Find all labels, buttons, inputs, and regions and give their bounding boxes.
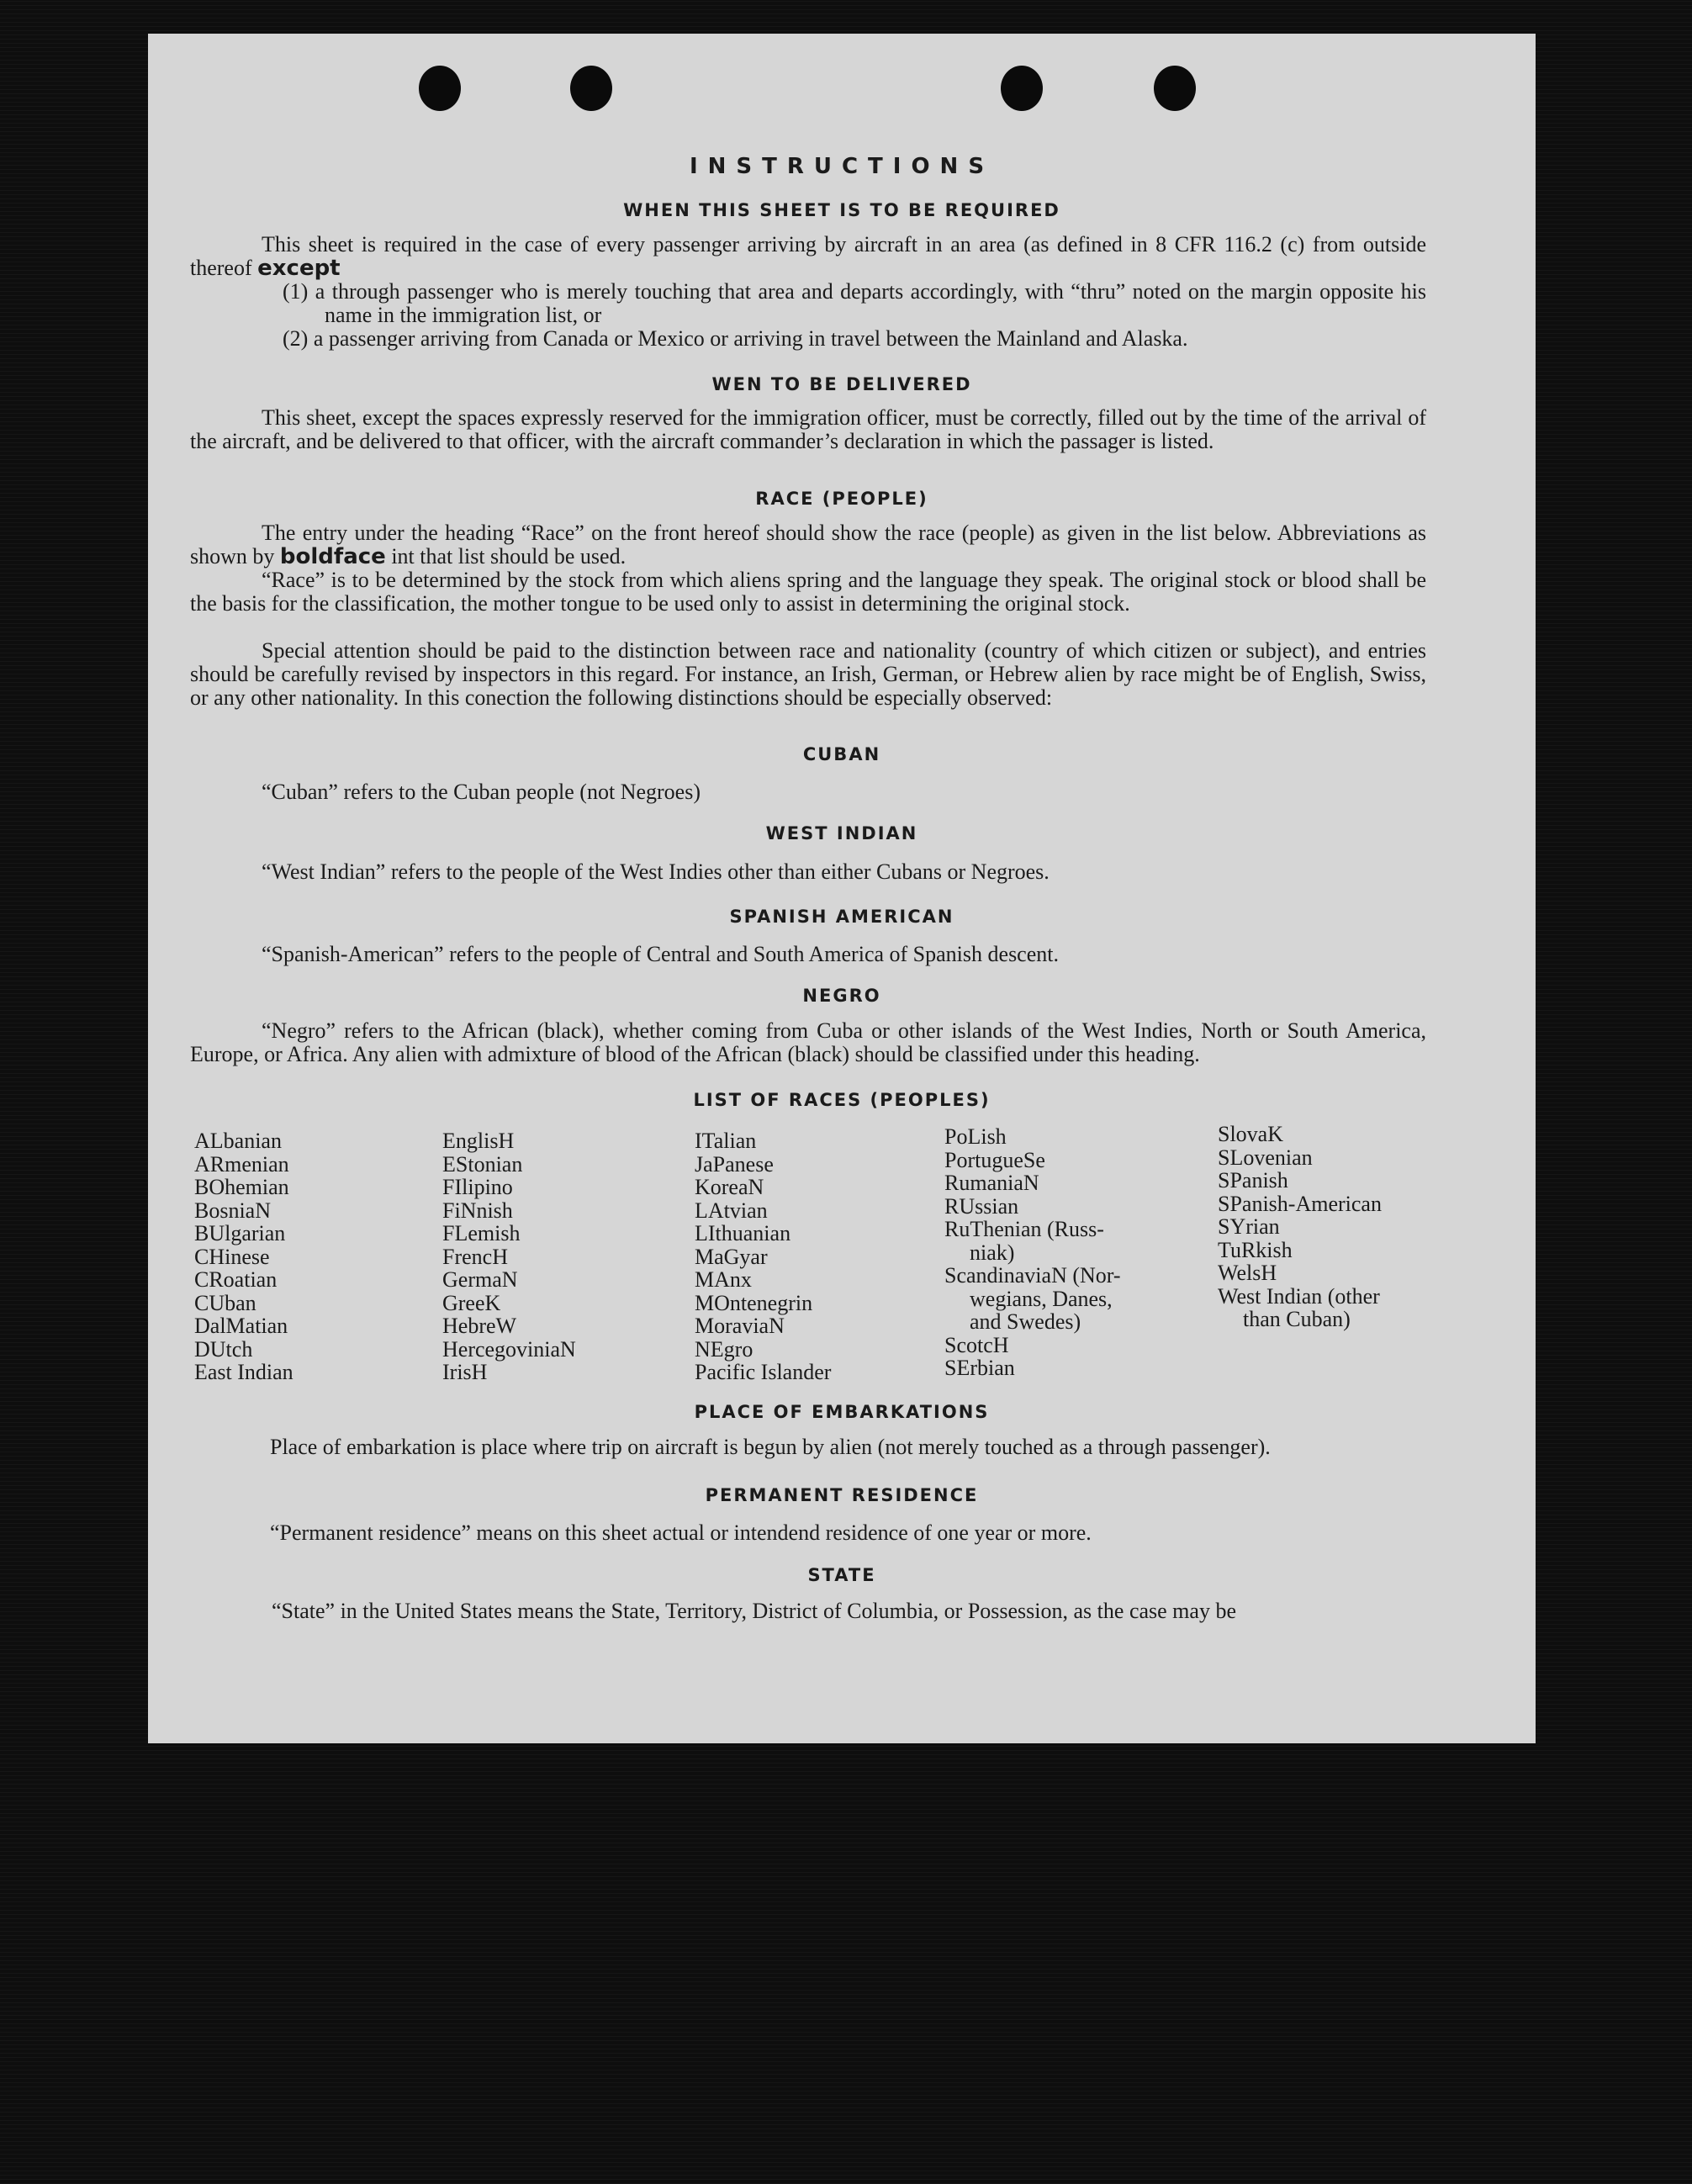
race-entry: KoreaN (695, 1175, 764, 1199)
punch-hole (1001, 66, 1043, 111)
race-paragraph-1: The entry under the heading “Race” on the front hereof should show the race (people) as given in the list below. Abbreviations as shown by boldface int that list should be used. (190, 521, 1426, 569)
race-entry: SPanish-American (1218, 1191, 1382, 1216)
punch-hole (570, 66, 612, 111)
races-column-4 (944, 1125, 1121, 1380)
race-entry: BosniaN (194, 1198, 271, 1223)
race-entry: CUban (194, 1290, 256, 1315)
race-entry: EnglisH (442, 1129, 515, 1153)
race-entry: WelsH (1218, 1261, 1277, 1285)
races-column-1 (194, 1129, 293, 1384)
section-heading-delivered: WEN TO BE DELIVERED (711, 374, 972, 394)
race-entry: DalMatian (194, 1314, 288, 1338)
race-entry: BUlgarian (194, 1221, 286, 1245)
race-entry: niak) (970, 1240, 1015, 1265)
race-entry: RumaniaN (944, 1171, 1039, 1195)
race-entry: ScandinaviaN (Nor- (944, 1263, 1121, 1288)
section-heading-cuban: CUBAN (802, 744, 881, 764)
section-heading-race: RACE (PEOPLE) (755, 489, 928, 509)
race-entry: MaGyar (695, 1244, 768, 1269)
state-paragraph: “State” in the United States means the State, Territory, District of Columbia, or Possession, as the case may be (272, 1599, 1236, 1623)
cuban-paragraph: “Cuban” refers to the Cuban people (not Negroes) (262, 780, 701, 804)
race-entry: than Cuban) (1243, 1307, 1351, 1331)
races-column-2 (442, 1129, 576, 1384)
race-entry: MOntenegrin (695, 1290, 813, 1315)
section-heading-list-of-races: LIST OF RACES (PEOPLES) (693, 1090, 991, 1110)
section-heading-negro: NEGRO (802, 986, 881, 1006)
race-entry: MAnx (695, 1267, 752, 1292)
punch-hole (419, 66, 461, 111)
race-entry: IrisH (442, 1360, 488, 1384)
race-entry: SPanish (1218, 1168, 1288, 1192)
race-entry: LAtvian (695, 1198, 768, 1223)
section-heading-west-indian: WEST INDIAN (765, 823, 918, 843)
race-entry: and Swedes) (970, 1309, 1081, 1334)
spanish-american-paragraph: “Spanish-American” refers to the people of Central and South America of Spanish descent. (262, 942, 1059, 966)
race-entry: HebreW (442, 1314, 517, 1338)
exception-item-2: (2) a passenger arriving from Canada or Mexico or arriving in travel between the Mainland and Alaska. (283, 326, 1188, 351)
race-entry: RUssian (944, 1193, 1019, 1219)
race-entry: East Indian (194, 1360, 293, 1384)
race-entry: ALbanian (194, 1129, 282, 1153)
negro-paragraph: “Negro” refers to the African (black), whether coming from Cuba or other islands of the West Indies, North or South America, Europe, or Africa. Any alien with admixture of blood of the African (black) should be classified under this heading. (190, 1018, 1426, 1066)
races-column-5 (1218, 1123, 1382, 1331)
race-entry: wegians, Danes, (970, 1286, 1113, 1311)
delivered-paragraph: This sheet, except the spaces expressly reserved for the immigration officer, must be correctly, filled out by the time of the arrival of the aircraft, and be delivered to that officer, with the aircraft commander’s declaration in which the passager is listed. (190, 405, 1426, 453)
race-entry: DUtch (194, 1336, 253, 1362)
race-entry: HercegoviniaN (442, 1336, 576, 1362)
race-entry: TuRkish (1218, 1237, 1293, 1262)
race-entry: FIlipino (442, 1175, 513, 1199)
race-entry: CHinese (194, 1244, 270, 1269)
boldface-word: boldface (279, 544, 386, 569)
west-indian-paragraph: “West Indian” refers to the people of the West Indies other than either Cubans or Negroes. (262, 859, 1050, 884)
races-column-3 (695, 1129, 831, 1384)
race-entry: GermaN (442, 1267, 518, 1292)
race-entry: FiNnish (442, 1198, 513, 1223)
race-entry: FrencH (442, 1244, 508, 1269)
race-entry: GreeK (442, 1290, 501, 1315)
race-entry: ITalian (695, 1129, 757, 1153)
race-entry: CRoatian (194, 1267, 278, 1292)
race-entry: SlovaK (1218, 1122, 1283, 1146)
section-heading-required: WHEN THIS SHEET IS TO BE REQUIRED (623, 200, 1060, 220)
race-paragraph-2: “Race” is to be determined by the stock from which aliens spring and the language they speak. The original stock or blood shall be the basis for the classification, the mother tongue to be used only to assist in determining the original stock. (190, 568, 1426, 616)
section-heading-state: STATE (807, 1565, 876, 1585)
punch-hole (1154, 66, 1196, 111)
race-entry: PortugueSe (944, 1147, 1045, 1172)
embarkation-paragraph: Place of embarkation is place where trip on aircraft is begun by alien (not merely touched as a through passenger). (270, 1435, 1271, 1459)
race-entry: ARmenian (194, 1151, 289, 1177)
race-entry: SYrian (1218, 1214, 1280, 1239)
race-entry: BOhemian (194, 1175, 289, 1199)
race-paragraph-3: Special attention should be paid to the distinction between race and nationality (country of which citizen or subject), and entries should be carefully revised by inspectors in this regard. For instance, an Irish, German, or Hebrew alien by race might be of English, Swiss, or any other nationality. In this conection the following distinctions should be especially observed: (190, 638, 1426, 710)
race-entry: SLovenian (1218, 1145, 1313, 1170)
section-heading-permanent-residence: PERMANENT RESIDENCE (705, 1485, 979, 1505)
race-entry: Pacific Islander (695, 1360, 832, 1384)
exception-item-1: (1) a through passenger who is merely touching that area and departs accordingly, with “thru” noted on the margin opposite his name in the immigration list, or (283, 279, 1426, 327)
section-heading-spanish-american: SPANISH AMERICAN (729, 907, 954, 927)
race-entry: NEgro (695, 1336, 753, 1362)
section-heading-embarkation: PLACE OF EMBARKATIONS (694, 1402, 990, 1422)
race-entry: JaPanese (695, 1151, 774, 1177)
race-entry: ScotcH (944, 1332, 1009, 1357)
race-entry: MoraviaN (695, 1314, 785, 1338)
race-entry: RuThenian (Russ- (944, 1217, 1104, 1241)
race-entry: West Indian (other (1218, 1283, 1380, 1309)
required-paragraph: This sheet is required in the case of every passenger arriving by aircraft in an area (as defined in 8 CFR 116.2 (c) from outside thereof except (190, 232, 1426, 281)
race-entry: LIthuanian (695, 1221, 791, 1245)
race-entry: PoLish (944, 1124, 1007, 1149)
except-bold: except (257, 256, 341, 281)
race-entry: FLemish (442, 1221, 521, 1245)
residence-paragraph: “Permanent residence” means on this sheet actual or intendend residence of one year or more. (270, 1520, 1092, 1545)
race-entry: SErbian (944, 1356, 1015, 1380)
instruction-sheet (148, 34, 1536, 1743)
page-title: INSTRUCTIONS (689, 154, 995, 179)
race-entry: EStonian (442, 1151, 523, 1177)
